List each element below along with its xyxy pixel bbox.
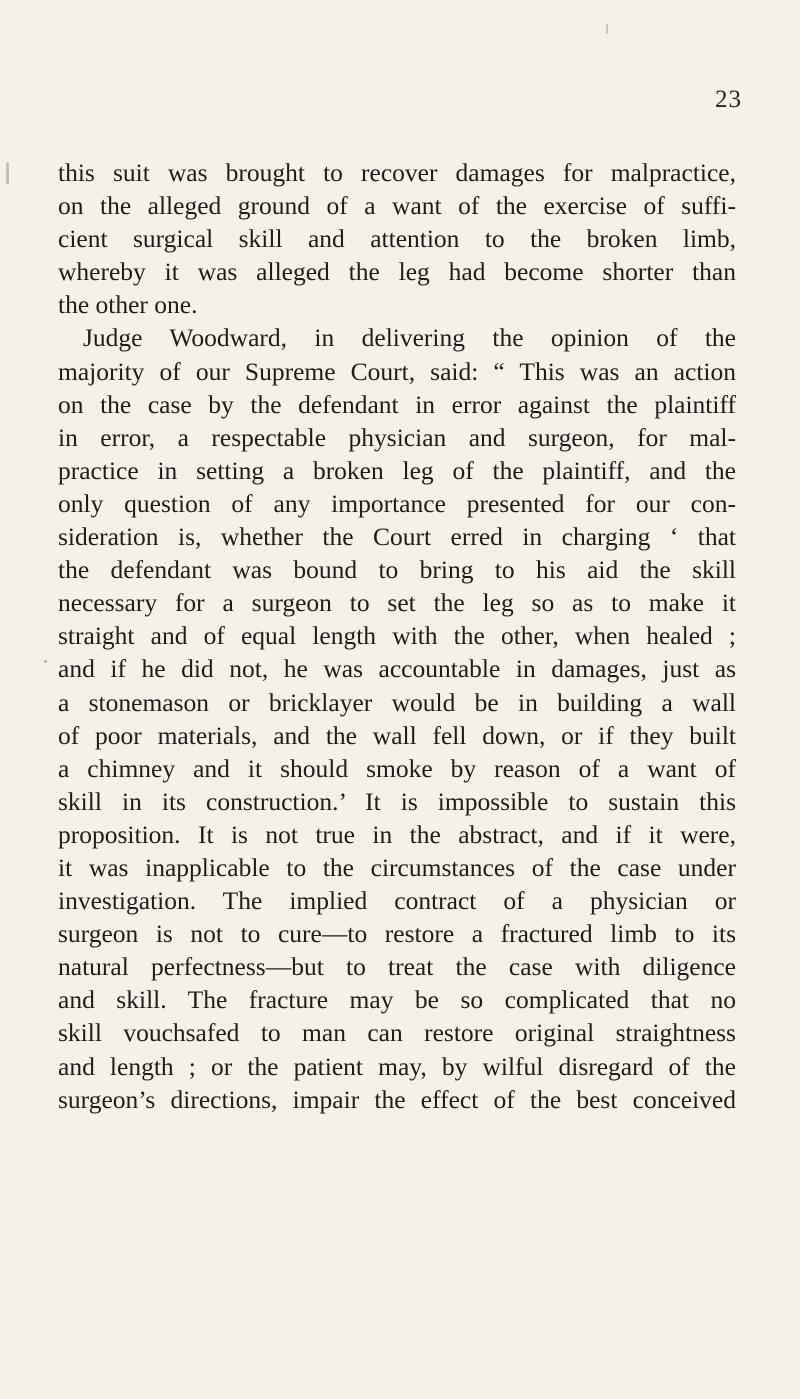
text-line: practice in setting a broken leg of the plaintiff, and the: [58, 455, 736, 485]
text-line: surgeon’s directions, impair the effect of the best conceived: [58, 1084, 736, 1114]
text-line: skill vouchsafed to man can restore original straightness: [58, 1018, 736, 1048]
text-line: majority of our Supreme Court, said: “ This was an action: [58, 356, 736, 386]
text-line: in error, a respectable physician and surgeon, for mal-: [58, 422, 736, 452]
text-line: and if he did not, he was accountable in damages, just as: [58, 654, 736, 684]
text-line: on the case by the defendant in error against the plaintiff: [58, 389, 736, 419]
text-line: on the alleged ground of a want of the exercise of suffi-: [58, 191, 736, 221]
body-text: [58, 156, 736, 1116]
text-line: proposition. It is not true in the abstract, and if it were,: [58, 819, 736, 849]
text-line: this suit was brought to recover damages for malpractice,: [58, 158, 736, 187]
text-line: and length ; or the patient may, by wilful disregard of the: [58, 1051, 736, 1081]
text-line: a stonemason or bricklayer would be in building a wall: [58, 687, 736, 717]
text-line: it was inapplicable to the circumstances of the case under: [58, 852, 736, 882]
page-number: 23: [715, 86, 742, 113]
text-line: straight and of equal length with the other, when healed ;: [58, 621, 736, 651]
text-line: a chimney and it should smoke by reason of a want of: [58, 753, 736, 783]
text-line: investigation. The implied contract of a physician or: [58, 886, 736, 916]
text-line: natural perfectness—but to treat the case with diligence: [58, 952, 736, 982]
text-line: skill in its construction.’ It is impossible to sustain this: [58, 786, 736, 816]
text-line: necessary for a surgeon to set the leg so as to make it: [58, 588, 736, 618]
text-line: cient surgical skill and attention to the broken limb,: [58, 224, 736, 254]
text-line: sideration is, whether the Court erred in charging ‘ that: [58, 522, 736, 552]
paper-speck: [6, 162, 9, 184]
text-line: the defendant was bound to bring to his aid the skill: [58, 555, 736, 585]
text-line: Judge Woodward, in delivering the opinion of the: [83, 323, 736, 353]
text-line: surgeon is not to cure—to restore a fractured limb to its: [58, 919, 736, 949]
paper-speck: [606, 24, 608, 34]
text-line: whereby it was alleged the leg had become shorter than: [58, 257, 736, 287]
text-line: the other one.: [58, 290, 198, 320]
paper-speck: [44, 660, 47, 663]
text-line: and skill. The fracture may be so complicated that no: [58, 985, 736, 1015]
text-line: of poor materials, and the wall fell down, or if they built: [58, 720, 736, 750]
text-line: only question of any importance presented for our con-: [58, 488, 736, 518]
